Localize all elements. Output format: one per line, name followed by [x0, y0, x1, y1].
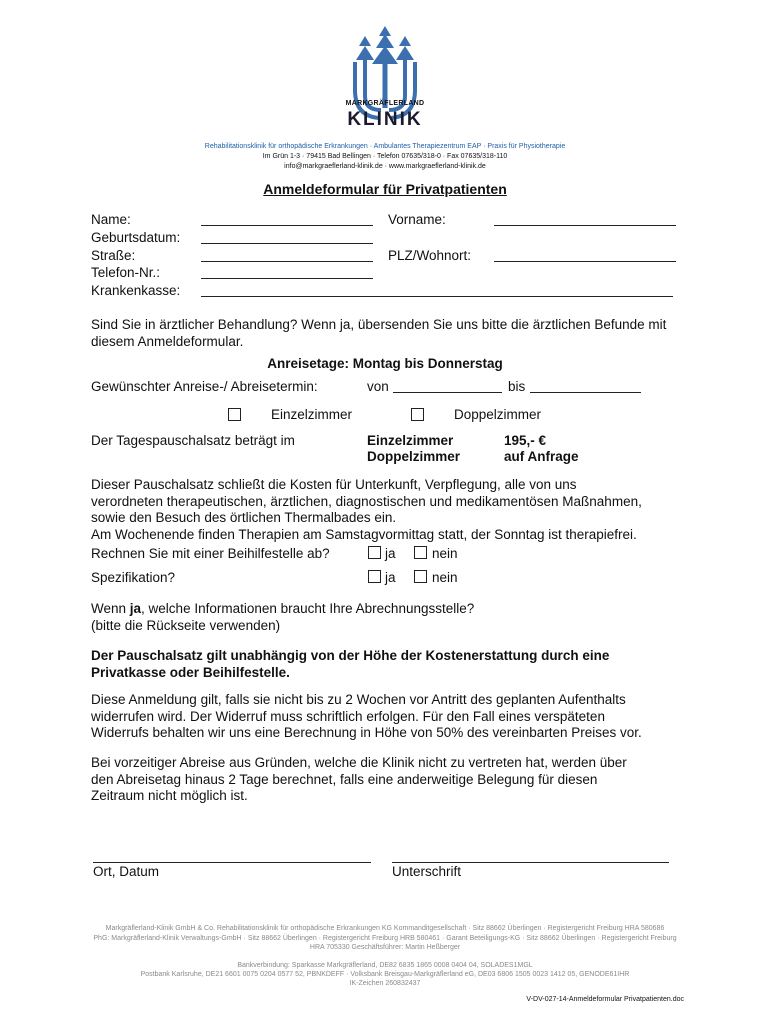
- header-services: Rehabilitationsklinik für orthopädische Erkrankungen · Ambulantes Therapiezentrum EAP · Praxis für Physiotherapie: [204, 143, 566, 150]
- wennja-bold: ja: [129, 601, 142, 616]
- pauschal-line: Am Wochenende finden Therapien am Samstagvormittag statt, der Sonntag ist therapiefrei.: [91, 526, 637, 542]
- einzelzimmer-label: Einzelzimmer: [271, 407, 353, 422]
- footer-phg: PhG: Markgräflerland-Klinik Verwaltungs-GmbH · Sitz 88662 Überlingen · Registergericht Freiburg HRB 580461 · Garant Beteiligungs-KG · Sitz 88662 Überlingen · Registergericht Freiburg: [93, 935, 677, 942]
- unterschrift-label: Unterschrift: [392, 864, 462, 879]
- pauschal-line: Dieser Pauschalsatz schließt die Kosten für Unterkunft, Verpflegung, alle von uns: [91, 477, 577, 492]
- termin-bis-label: bis: [508, 379, 526, 394]
- wennja-pre: Wenn: [91, 601, 130, 616]
- document-id: V-DV-027-14-Anmeldeformular Privatpatienten.doc: [526, 996, 684, 1003]
- krankenkasse-field[interactable]: [201, 282, 673, 297]
- ort-datum-label: Ort, Datum: [93, 864, 160, 879]
- termin-label: Gewünschter Anreise-/ Abreisetermin:: [91, 379, 318, 394]
- widerruf-line: Diese Anmeldung gilt, falls sie nicht bis zu 2 Wochen vor Antritt des geplanten Aufenthalts: [91, 692, 626, 707]
- name-field[interactable]: [201, 211, 373, 226]
- footer-hra: HRA 705330 Geschäftsführer: Martin Heßberger: [309, 944, 461, 951]
- abreise-line: Bei vorzeitiger Abreise aus Gründen, welche die Klinik nicht zu vertreten hat, werden über: [91, 755, 627, 770]
- plz-label: PLZ/Wohnort:: [388, 248, 472, 263]
- strasse-label: Straße:: [91, 248, 136, 263]
- widerruf-line: Widerrufs behalten wir uns eine Berechnung in Höhe von 50% des vereinbarten Preises vor.: [91, 725, 642, 740]
- geburtsdatum-label: Geburtsdatum:: [91, 230, 181, 245]
- vorname-field[interactable]: [494, 211, 676, 226]
- footer-ik: IK-Zeichen 260832437: [349, 980, 421, 987]
- abreise-line: Zeitraum nicht möglich ist.: [91, 788, 248, 803]
- spezifikation-label: Spezifikation?: [91, 570, 176, 585]
- footer-bank1: Bankverbindung: Sparkasse Markgräflerland, DE82 6835 1865 0008 0404 04, SOLADES1MGL: [237, 962, 533, 969]
- tagessatz-einzel: Einzelzimmer: [367, 433, 454, 448]
- plz-field[interactable]: [494, 247, 676, 262]
- pauschal-line: sowie den Besuch des örtlichen Thermalbades ein.: [91, 510, 397, 525]
- tagessatz-doppel: Doppelzimmer: [367, 449, 461, 464]
- spezifikation-ja-label: ja: [385, 570, 396, 585]
- spezifikation-nein-label: nein: [432, 570, 458, 585]
- beihilfe-ja-label: ja: [385, 546, 396, 561]
- beihilfe-nein-checkbox[interactable]: [414, 546, 427, 559]
- footer-company: Markgräflerland-Klinik GmbH & Co. Rehabilitationsklinik für orthopädische Erkrankungen KG Kommanditgesellschaft · Sitz 88662 Überlingen · Registergericht Freiburg HRA 580686: [105, 925, 665, 932]
- spezifikation-ja-checkbox[interactable]: [368, 570, 381, 583]
- ort-datum-field[interactable]: [93, 848, 371, 863]
- pauschal-bold-line: Privatkasse oder Beihilfestelle.: [91, 664, 290, 680]
- form-title: Anmeldeformular für Privatpatienten: [263, 181, 507, 197]
- strasse-field[interactable]: [201, 247, 373, 262]
- termin-bis-field[interactable]: [530, 378, 641, 393]
- widerruf-line: widerrufen wird. Der Widerruf muss schriftlich erfolgen. Für den Fall eines verspäteten: [91, 708, 605, 724]
- wennja-text: [91, 601, 691, 634]
- behandlung-text: Sind Sie in ärztlicher Behandlung? Wenn ja, übersenden Sie uns bitte die ärztlichen Befunde mit diesem Anmeldeformular.: [91, 317, 667, 349]
- header-contact: info@markgraeflerland-klinik.de · www.markgraeflerland-klinik.de: [284, 163, 486, 170]
- krankenkasse-label: Krankenkasse:: [91, 283, 181, 298]
- header-address: Im Grün 1-3 · 79415 Bad Bellingen · Telefon 07635/318-0 · Fax 07635/318-110: [262, 153, 508, 160]
- vorname-label: Vorname:: [388, 212, 446, 227]
- footer-bank2: Postbank Karlsruhe, DE21 6601 0075 0204 0577 52, PBNKDEFF · Volksbank Breisgau-Markgräflerland eG, DE03 6806 1505 0023 1412 05, GENODE61IHR: [140, 971, 630, 978]
- abreise-line: den Abreisetag hinaus 2 Tage berechnet, falls eine anderweitige Belegung für diesen: [91, 771, 598, 787]
- wennja-line2: (bitte die Rückseite verwenden): [91, 617, 281, 633]
- telefon-field[interactable]: [201, 264, 373, 279]
- telefon-label: Telefon-Nr.:: [91, 265, 161, 280]
- abreise-text: [91, 755, 691, 805]
- beihilfe-label: Rechnen Sie mit einer Beihilfestelle ab?: [91, 546, 330, 561]
- pauschal-text: [91, 477, 691, 543]
- geburtsdatum-field[interactable]: [201, 229, 373, 244]
- termin-von-label: von: [367, 379, 389, 394]
- pauschal-bold-text: [91, 648, 691, 681]
- doppelzimmer-checkbox[interactable]: [411, 408, 424, 421]
- einzelzimmer-checkbox[interactable]: [228, 408, 241, 421]
- doppelzimmer-label: Doppelzimmer: [454, 407, 542, 422]
- anreisetage-heading: Anreisetage: Montag bis Donnerstag: [267, 356, 503, 371]
- wennja-post: , welche Informationen braucht Ihre Abrechnungsstelle?: [141, 601, 475, 616]
- termin-von-field[interactable]: [393, 378, 502, 393]
- beihilfe-ja-checkbox[interactable]: [368, 546, 381, 559]
- unterschrift-field[interactable]: [392, 848, 669, 863]
- logo-title: KLINIK: [347, 109, 423, 130]
- tagessatz-einzel-preis: 195,- €: [504, 433, 547, 448]
- name-label: Name:: [91, 212, 131, 227]
- pauschal-bold-line: Der Pauschalsatz gilt unabhängig von der Höhe der Kostenerstattung durch eine: [91, 648, 610, 663]
- pauschal-line: verordneten therapeutischen, ärztlichen, diagnostischen und medikamentösen Maßnahmen,: [91, 493, 642, 509]
- logo-subtitle: MARKGRÄFLERLAND: [345, 100, 425, 107]
- tagessatz-label: Der Tagespauschalsatz beträgt im: [91, 433, 295, 448]
- widerruf-text: [91, 692, 691, 742]
- beihilfe-nein-label: nein: [432, 546, 458, 561]
- spezifikation-nein-checkbox[interactable]: [414, 570, 427, 583]
- tagessatz-doppel-preis: auf Anfrage: [504, 449, 579, 464]
